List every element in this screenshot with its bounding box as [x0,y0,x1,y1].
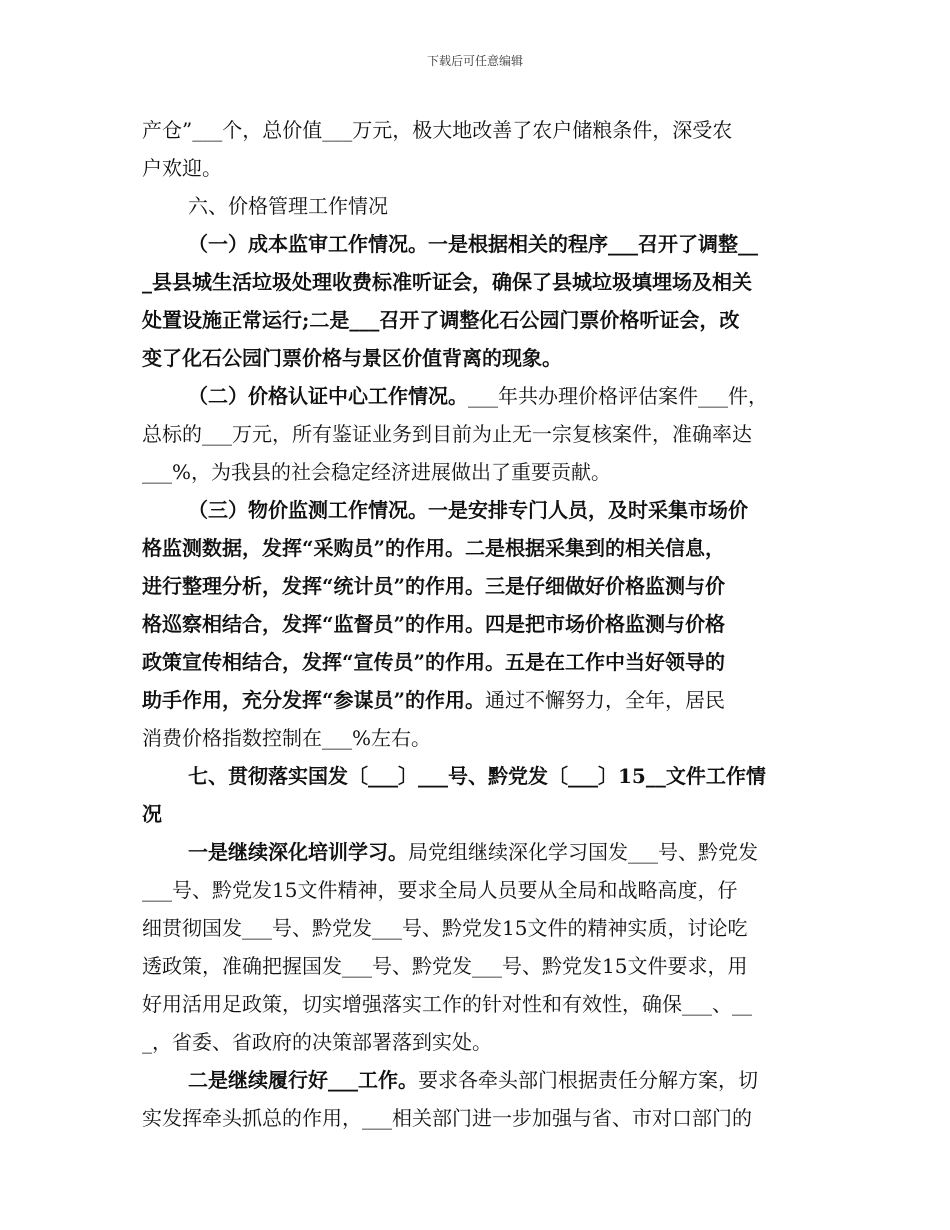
text-line: 消费价格指数控制在___%左右。 [142,726,432,750]
text-line: 总标的___万元，所有鉴证业务到目前为止无一宗复核案件，准确率达 [142,422,752,446]
text-line: 变了化石公园门票价格与景区价值背离的现象。 [142,346,562,370]
text-line: 格监测数据，发挥“采购员”的作用。二是根据采集到的相关信息， [142,536,726,560]
text-line: 况 [142,802,162,826]
text-line: 透政策，准确把握国发___号、黔党发___号、黔党发15文件要求，用 [142,954,748,978]
subsection-heading: （三）物价监测工作情况。一是安排专门人员，及时采集市场价 [188,498,748,522]
text-line: 政策宣传相结合，发挥“宣传员”的作用。五是在工作中当好领导的 [142,650,726,674]
text-line: 处置设施正常运行;二是___召开了调整化石公园门票价格听证会，改 [142,308,740,332]
subsection-heading: （二）价格认证中心工作情况。___年共办理价格评估案件___件， [188,384,768,408]
subsection-heading: （一）成本监审工作情况。一是根据相关的程序___召开了调整__ [188,232,758,256]
subsection-heading: 二是继续履行好___工作。要求各牵头部门根据责任分解方案，切 [188,1068,758,1092]
section-heading: 六、价格管理工作情况 [188,194,388,218]
text-line: 细贯彻国发___号、黔党发___号、黔党发15文件的精神实质，讨论吃 [142,916,748,940]
subsection-heading: 一是继续深化培训学习。局党组继续深化学习国发___号、黔党发 [188,840,758,864]
text-line: 助手作用，充分发挥“参谋员”的作用。通过不懈努力，全年，居民 [142,688,726,712]
text-line: _，省委、省政府的决策部署落到实处。 [142,1030,492,1054]
section-heading: 七、贯彻落实国发〔___〕___号、黔党发〔___〕15__文件工作情 [188,764,766,788]
text-line: 实发挥牵头抓总的作用，___相关部门进一步加强与省、市对口部门的 [142,1106,752,1130]
text-line: 进行整理分析，发挥“统计员”的作用。三是仔细做好价格监测与价 [142,574,726,598]
text-line: 产仓”___个，总价值___万元，极大地改善了农户储粮条件，深受农 [142,118,733,142]
text-line: _县县城生活垃圾处理收费标准听证会，确保了县城垃圾填埋场及相关 [142,270,752,294]
text-line: ___%，为我县的社会稳定经济进展做出了重要贡献。 [142,460,612,484]
text-line: 户欢迎。 [142,156,222,180]
page-header: 下载后可任意编辑 [426,54,523,68]
text-line: 格巡察相结合，发挥“监督员”的作用。四是把市场价格监测与价格 [142,612,726,636]
text-line: 好用活用足政策，切实增强落实工作的针对性和有效性，确保___、__ [142,992,752,1016]
text-line: ___号、黔党发15文件精神，要求全局人员要从全局和战略高度，仔 [142,878,738,902]
